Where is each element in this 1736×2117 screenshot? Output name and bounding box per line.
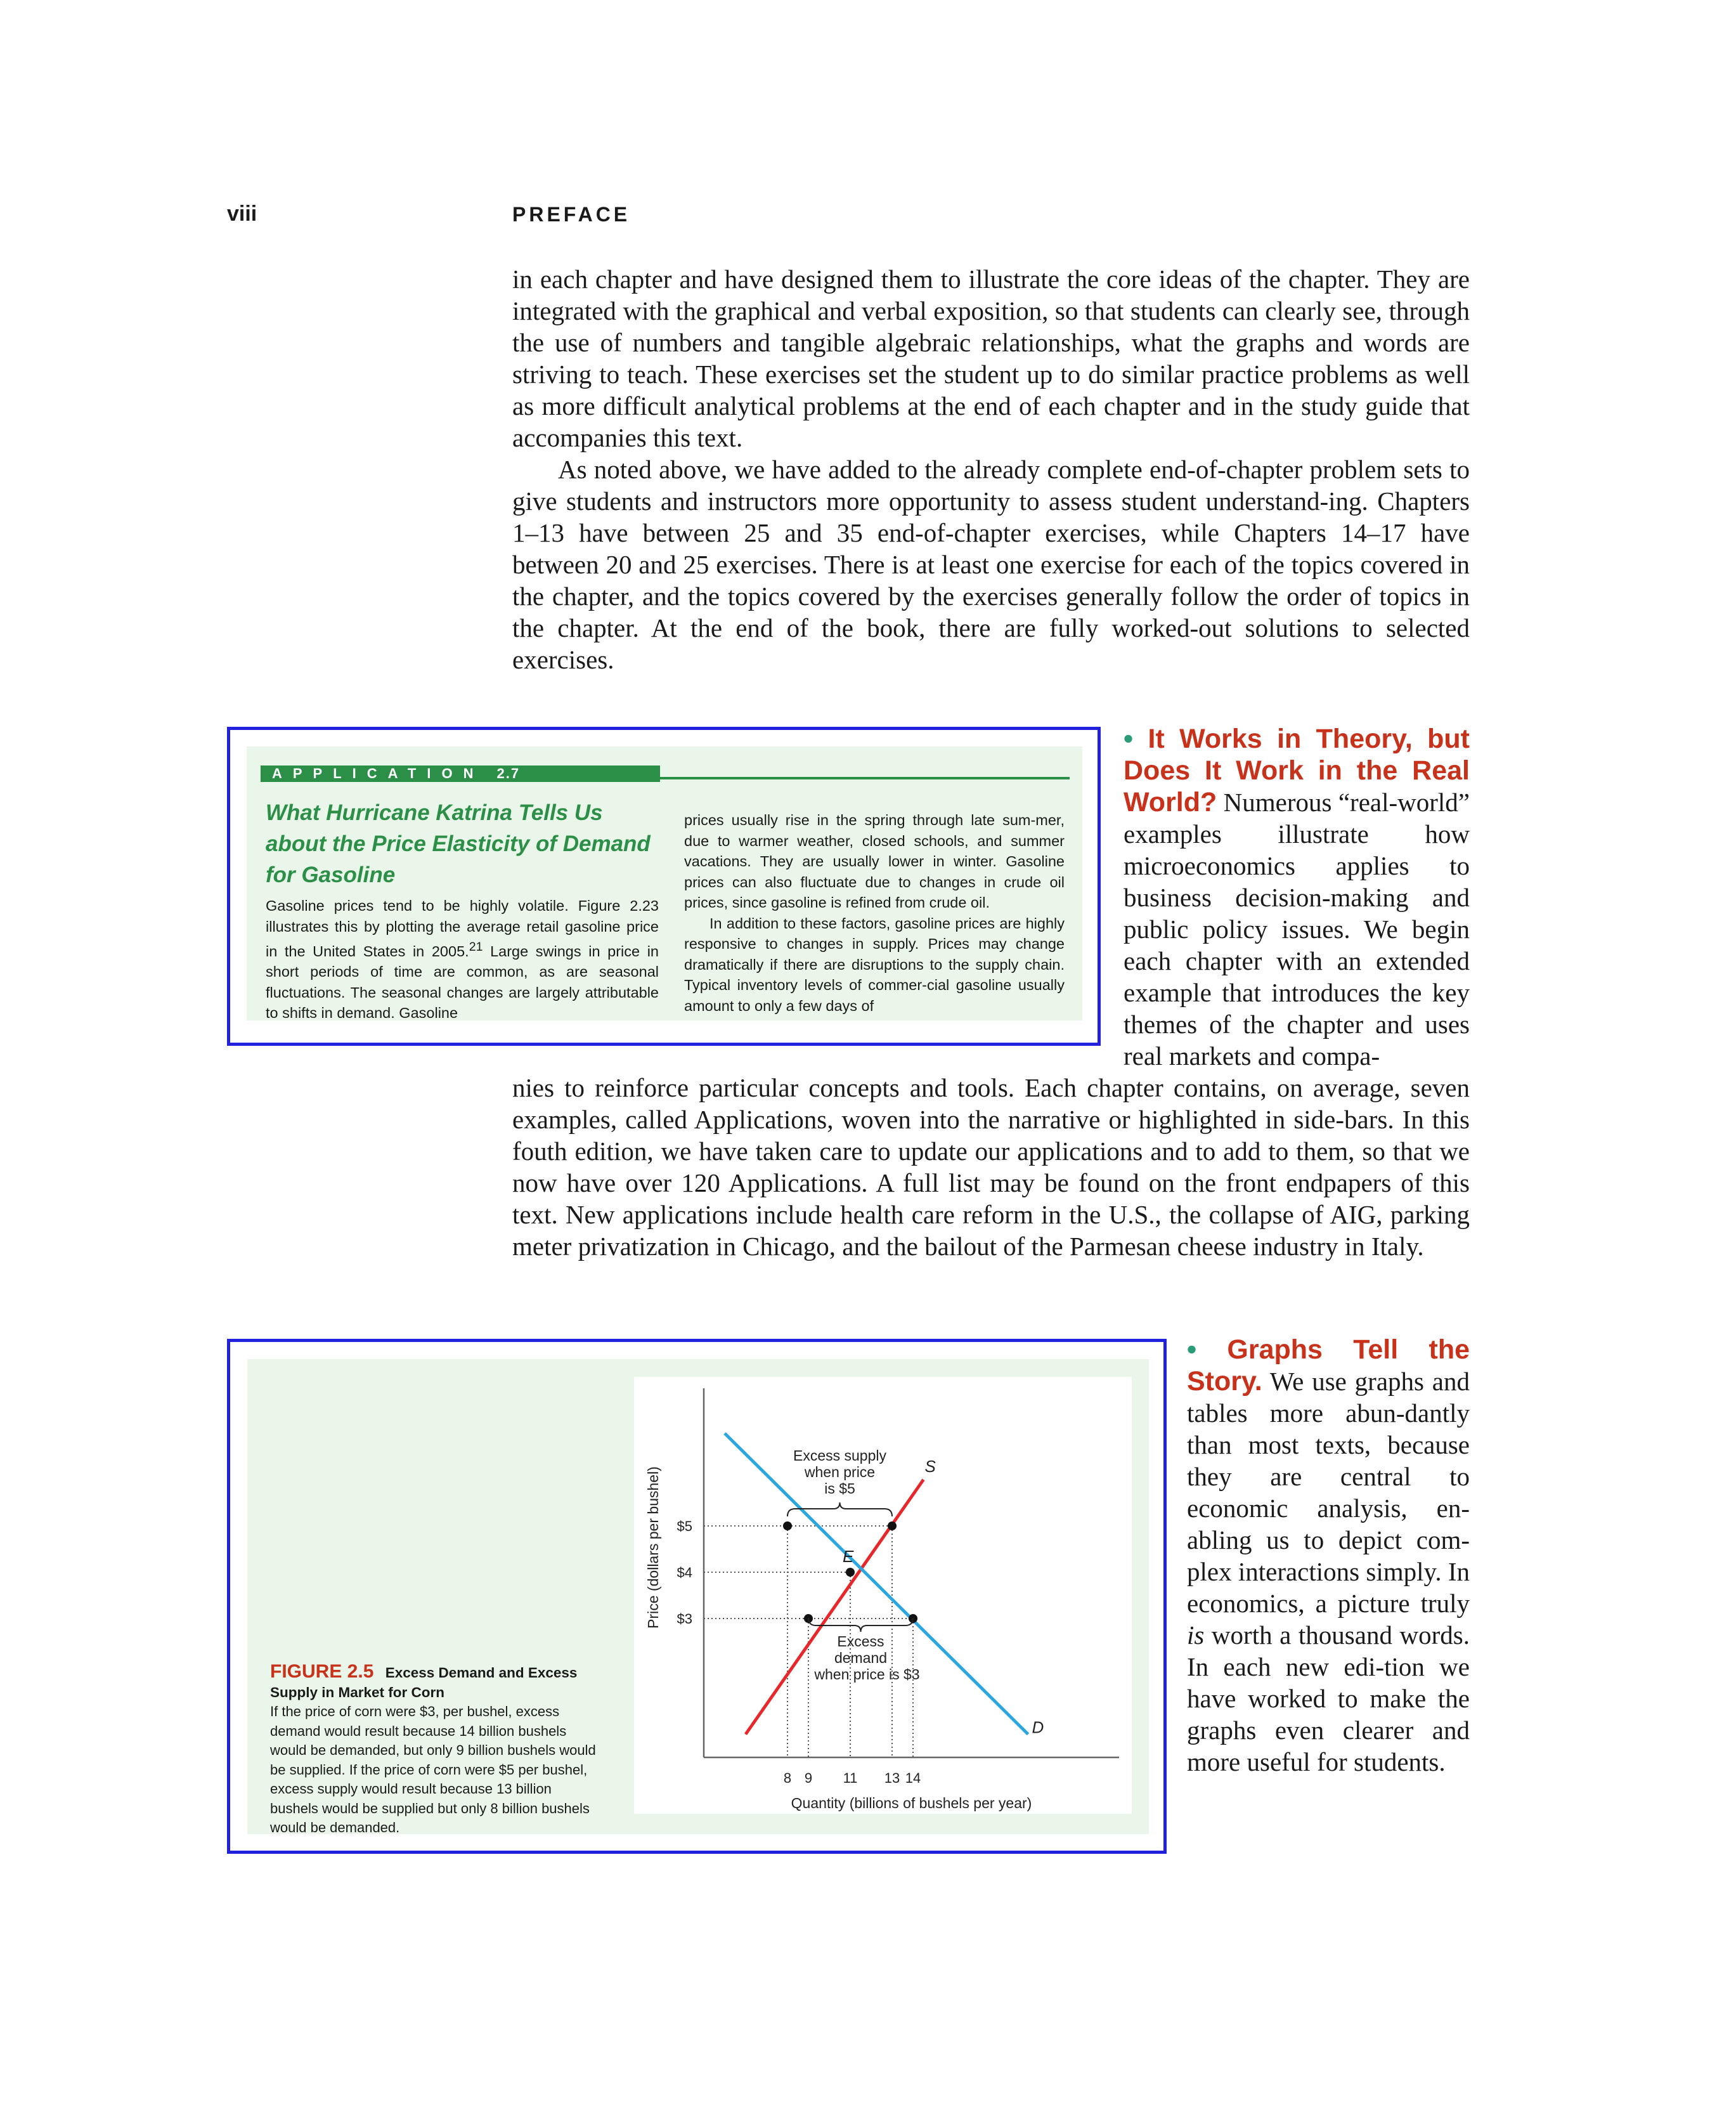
excess-supply-label: when price: [804, 1464, 876, 1480]
equilibrium-label: E: [843, 1547, 854, 1566]
paragraph: nies to reinforce particular concepts and tools. Each chapter contains, on average, seven examples, called Applications, woven into the narrative or highlighted in side-bars. In this fouth edition, we have taken care to update our applications and to add to them, so that we now have over 120 Applications. A full list may be found on the front endpapers of this text. New applications include health care reform in the U.S., the collapse of AIG, parking meter privatization in Chicago, and the bailout of the Parmesan cheese industry in Italy.: [512, 1073, 1470, 1261]
intersection-point: [846, 1568, 855, 1577]
sidebar-text: We use graphs and tables more abun-dantly than most texts, because they are central to economic analysis, en-abling us to depict com-plex interactions simply. In economics, a picture truly: [1187, 1367, 1470, 1618]
page-number: viii: [227, 202, 257, 226]
supply-label: S: [924, 1457, 936, 1476]
application-column-2: [684, 810, 1065, 1016]
x-tick-label: 11: [843, 1770, 858, 1786]
application-number: 2.7: [496, 765, 521, 781]
sidebar-heading: Graphs Tell the Story.: [1187, 1334, 1470, 1397]
application-text: In addition to these factors, gasoline prices are highly responsive to changes in supply. Prices may change dramatically if there are disruptions to the supply chain. Typical inventory levels of commer-cial gasoline usually amount to only a few days of: [684, 915, 1065, 1014]
application-banner: [261, 765, 660, 782]
excess-demand-label: demand: [834, 1650, 888, 1666]
application-label: APPLICATION: [272, 765, 484, 781]
application-column-1: [266, 896, 659, 1024]
excess-supply-label: Excess supply: [793, 1447, 887, 1464]
paragraph: As noted above, we have added to the already complete end-of-chapter problem sets to give students and instructors more opportunity to assess student understand-ing. Chapters 1–13 have between 25 and 35 end-of-chapter exercises, while Chapters 14–17 have between 20 and 25 exercises. There is at least one exercise for each of the topics covered in the chapter, and the topics covered by the exercises generally follow the order of topics in the chapter. At the end of the book, there are fully worked-out solutions to selected exercises.: [512, 455, 1470, 674]
y-tick-label: $3: [677, 1611, 692, 1627]
sidebar-real-world: [1124, 723, 1470, 1072]
excess-demand-label: when price is $3: [814, 1666, 920, 1683]
running-head: PREFACE: [512, 203, 631, 226]
x-tick-label: 13: [884, 1770, 900, 1786]
sidebar-text: worth a thousand words. In each new edi-tion we have worked to make the graphs even clearer and more useful for students.: [1187, 1620, 1470, 1776]
sidebar-heading: It Works in Theory, but Does It Work in the Real World?: [1124, 724, 1470, 817]
application-text: Gasoline prices tend to be highly volatile. Figure 2.23 illustrates this by plotting the average retail gasoline price in the United States in 2005.: [266, 897, 659, 960]
x-tick-label: 9: [804, 1770, 813, 1786]
sidebar-text-italic: is: [1187, 1620, 1205, 1650]
intersection-point: [783, 1521, 792, 1530]
x-tick-label: 8: [783, 1770, 792, 1786]
y-tick-label: $5: [677, 1518, 692, 1534]
chart-panel: [634, 1377, 1132, 1814]
bullet-icon: •: [1187, 1334, 1197, 1365]
bullet-icon: •: [1124, 724, 1134, 754]
sidebar-graphs: [1187, 1334, 1470, 1778]
application-title: What Hurricane Katrina Tells Us about the Price Elasticity of Demand for Gasoline: [266, 800, 651, 887]
application-box: [227, 727, 1101, 1046]
application-panel: [247, 746, 1082, 1020]
sidebar-text: Numerous “real-world” examples illustrate how microeconomics applies to business decision-making and public policy issues. We begin each chapter with an extended example that introduces the key themes of the chapter and uses real markets and compa-: [1124, 788, 1470, 1071]
demand-label: D: [1032, 1717, 1044, 1737]
application-text: Large swings in price in short periods of time are common, as are seasonal fluctuations. The seasonal changes are largely attributable to shifts in demand. Gasoline: [266, 942, 659, 1022]
figure-caption-text: If the price of corn were $3, per bushel, excess demand would result because 14 billion bushels would be demanded, but only 9 billion bushels would be supplied. If the price of corn were $5 per bushel, excess supply would result because 13 billion bushels would be supplied but only 8 billion bushels would be demanded.: [270, 1703, 596, 1835]
footnote-marker: 21: [469, 940, 483, 954]
application-text: prices usually rise in the spring through late sum-mer, due to warmer weather, closed schools, and summer vacations. They are usually lower in winter. Gasoline prices can also fluctuate due to changes in crude oil prices, since gasoline is refined from crude oil.: [684, 812, 1065, 911]
excess-supply-label: is $5: [824, 1480, 855, 1497]
demand-curve: [725, 1433, 1028, 1735]
figure-panel: [247, 1359, 1149, 1834]
y-tick-label: $4: [677, 1565, 692, 1580]
body-text-top: [512, 263, 1470, 675]
intersection-point: [888, 1521, 897, 1530]
application-rule: [660, 777, 1070, 779]
paragraph: in each chapter and have designed them to illustrate the core ideas of the chapter. They are integrated with the graphical and verbal exposition, so that students can clearly see, through the use of numbers and tangible algebraic relationships, what the graphs and words are striving to teach. These exercises set the student up to do similar practice problems as well as more difficult analytical problems at the end of each chapter and in the study guide that accompanies this text.: [512, 264, 1470, 452]
excess-demand-label: Excess: [837, 1633, 884, 1650]
y-axis-label: Price (dollars per bushel): [645, 1466, 661, 1629]
x-tick-label: 14: [905, 1770, 921, 1786]
supply-demand-chart: [634, 1377, 1132, 1814]
excess-supply-brace: [787, 1502, 892, 1516]
supply-curve: [746, 1480, 924, 1735]
figure-caption: [270, 1662, 600, 1838]
body-text-middle: [512, 1072, 1470, 1262]
x-axis-label: Quantity (billions of bushels per year): [791, 1795, 1032, 1811]
figure-box: [227, 1339, 1167, 1854]
figure-title: Excess Demand and Excess Supply in Market for Corn: [270, 1665, 578, 1700]
figure-label: FIGURE 2.5: [270, 1661, 374, 1682]
